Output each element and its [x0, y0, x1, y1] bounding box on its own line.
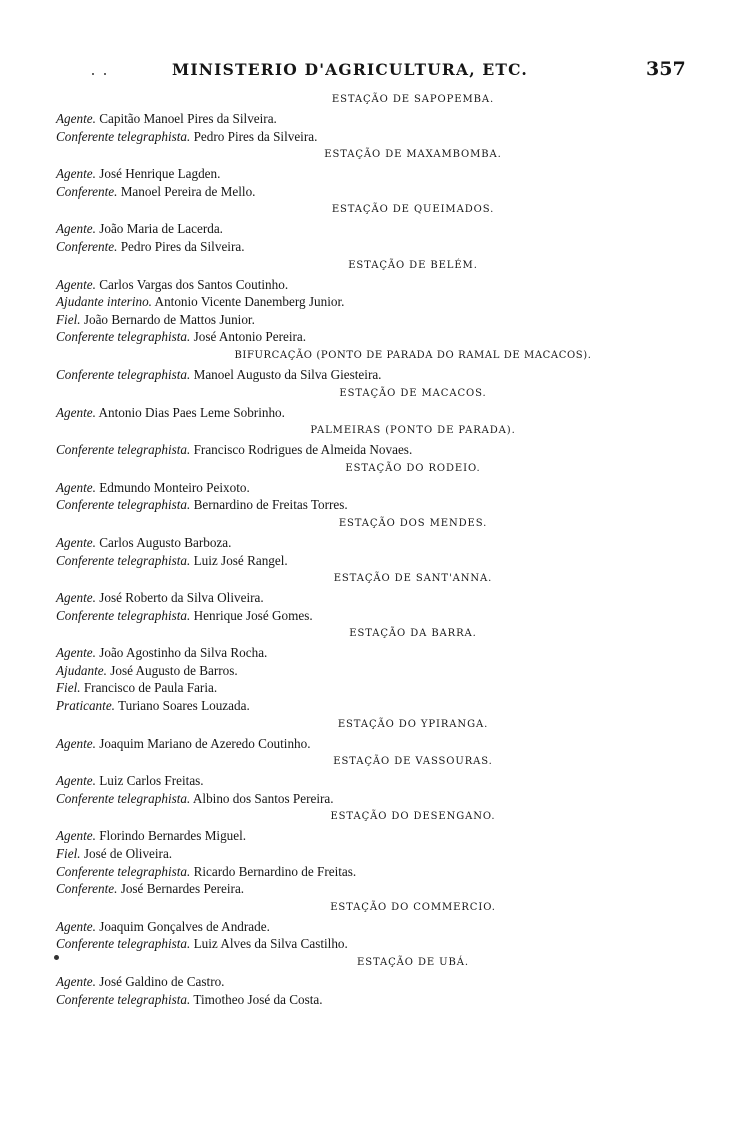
staff-role: Agente.: [56, 735, 96, 751]
staff-entry: [0, 238, 746, 256]
station-heading: ESTAÇÃO DE SAPOPEMBA.: [331, 94, 495, 105]
station-heading: ESTAÇÃO DO RODEIO.: [345, 462, 481, 474]
staff-entry: [0, 880, 746, 898]
staff-role: Ajudante.: [56, 662, 107, 678]
staff-entry: [0, 935, 746, 953]
staff-entry: [0, 293, 746, 311]
staff-entry: [0, 311, 746, 329]
staff-role: Fiel.: [56, 680, 81, 696]
staff-entry: [0, 589, 746, 607]
station-heading: ESTAÇÃO DE UBÁ.: [357, 957, 469, 968]
staff-role: Conferente telegraphista.: [56, 863, 191, 879]
staff-entry: [0, 220, 746, 238]
staff-name: Francisco Rodrigues de Almeida Novaes.: [193, 442, 413, 458]
staff-entry: [0, 644, 746, 662]
staff-role: Agente.: [56, 479, 96, 495]
station-heading: ESTAÇÃO DE MACACOS.: [339, 387, 487, 399]
staff-entry: [0, 328, 746, 346]
staff-role: Conferente telegraphista.: [56, 442, 191, 458]
ink-speck: [92, 73, 94, 75]
station-heading: ESTAÇÃO DOS MENDES.: [338, 517, 488, 529]
staff-name: Henrique José Gomes.: [193, 607, 313, 623]
staff-name: Ricardo Bernardino de Freitas.: [193, 863, 357, 879]
staff-entry: [0, 863, 746, 881]
staff-name: Manoel Pereira de Mello.: [120, 183, 256, 199]
page-number: 357: [646, 58, 686, 80]
station-heading: BIFURCAÇÃO (PONTO DE PARADA DO RAMAL DE MACACOS).: [234, 349, 592, 361]
staff-role: Conferente.: [56, 238, 118, 254]
staff-name: Antonio Vicente Danemberg Junior.: [154, 294, 345, 310]
staff-name: Timotheo José da Costa.: [193, 991, 323, 1007]
staff-name: Pedro Pires da Silveira.: [193, 128, 318, 144]
staff-name: João Agostinho da Silva Rocha.: [99, 645, 268, 661]
staff-name: Edmundo Monteiro Peixoto.: [99, 479, 250, 495]
staff-name: José Bernardes Pereira.: [120, 881, 245, 897]
staff-name: Bernardino de Freitas Torres.: [193, 497, 348, 513]
staff-role: Conferente telegraphista.: [56, 991, 191, 1007]
staff-name: Manoel Augusto da Silva Giesteira.: [193, 366, 382, 382]
station-heading: ESTAÇÃO DE MAXAMBOMBA.: [324, 149, 502, 161]
staff-role: Conferente telegraphista.: [56, 936, 191, 952]
staff-name: Albino dos Santos Pereira.: [192, 790, 334, 806]
staff-role: Agente.: [56, 974, 96, 989]
staff-name: José Galdino de Castro.: [99, 974, 225, 989]
staff-name: Turiano Soares Louzada.: [118, 698, 250, 714]
staff-entry: [0, 366, 746, 384]
staff-entry: [0, 496, 746, 514]
staff-name: José Roberto da Silva Oliveira.: [99, 590, 264, 606]
staff-name: João Maria de Lacerda.: [99, 221, 223, 237]
staff-role: Agente.: [56, 645, 96, 661]
staff-name: Antonio Dias Paes Leme Sobrinho.: [98, 404, 285, 420]
staff-entry: [0, 697, 746, 715]
staff-name: Joaquim Gonçalves de Andrade.: [99, 918, 270, 934]
station-heading: ESTAÇÃO DO YPIRANGA.: [337, 718, 489, 730]
station-heading: PALMEIRAS (PONTO DE PARADA).: [310, 425, 516, 437]
staff-role: Agente.: [56, 534, 96, 550]
staff-name: Luiz Alves da Silva Castilho.: [193, 936, 348, 952]
staff-role: Agente.: [56, 111, 96, 126]
staff-role: Agente.: [56, 404, 96, 420]
ink-speck: [104, 73, 106, 75]
staff-entry: [0, 441, 746, 459]
staff-name: Francisco de Paula Faria.: [83, 680, 218, 696]
staff-entry: [0, 128, 746, 146]
staff-entry: [0, 479, 746, 497]
staff-role: Praticante.: [56, 698, 115, 714]
station-heading: ESTAÇÃO DO COMMERCIO.: [330, 901, 496, 913]
staff-role: Fiel.: [56, 846, 81, 862]
staff-name: José de Oliveira.: [83, 846, 173, 862]
station-heading: ESTAÇÃO DO DESENGANO.: [330, 811, 496, 823]
staff-name: Carlos Augusto Barboza.: [99, 534, 232, 550]
staff-entry: [0, 991, 746, 1009]
staff-name: Capitão Manoel Pires da Silveira.: [99, 111, 277, 126]
station-listing: [0, 90, 746, 1008]
staff-role: Conferente.: [56, 183, 118, 199]
ink-speck: [54, 955, 59, 960]
staff-entry: [0, 607, 746, 625]
staff-name: Luiz Carlos Freitas.: [99, 773, 204, 789]
staff-entry: [0, 552, 746, 570]
staff-entry: [0, 183, 746, 201]
staff-entry: [0, 973, 746, 991]
staff-role: Agente.: [56, 166, 96, 182]
staff-entry: [0, 772, 746, 790]
staff-role: Conferente telegraphista.: [56, 329, 191, 345]
staff-entry: [0, 918, 746, 936]
staff-entry: [0, 845, 746, 863]
staff-entry: [0, 662, 746, 680]
staff-role: Agente.: [56, 773, 96, 789]
staff-role: Agente.: [56, 828, 96, 844]
running-head: MINISTERIO D'AGRICULTURA, ETC.: [172, 60, 529, 79]
staff-entry: [0, 679, 746, 697]
staff-entry: [0, 534, 746, 552]
staff-role: Agente.: [56, 918, 96, 934]
staff-entry: [0, 165, 746, 183]
staff-role: Ajudante interino.: [56, 294, 152, 310]
staff-role: Conferente telegraphista.: [56, 497, 191, 513]
staff-role: Conferente.: [56, 881, 118, 897]
staff-name: José Henrique Lagden.: [99, 166, 221, 182]
staff-entry: [0, 735, 746, 753]
staff-name: João Bernardo de Mattos Junior.: [83, 311, 255, 327]
staff-entry: [0, 276, 746, 294]
staff-name: Florindo Bernardes Miguel.: [99, 828, 247, 844]
station-heading: ESTAÇÃO DE SANT'ANNA.: [333, 573, 493, 585]
staff-role: Agente.: [56, 221, 96, 237]
staff-name: José Antonio Pereira.: [193, 329, 307, 345]
station-heading: ESTAÇÃO DE VASSOURAS.: [333, 756, 493, 768]
staff-name: José Augusto de Barros.: [110, 662, 238, 678]
station-heading: ESTAÇÃO DE BELÉM.: [348, 259, 478, 271]
staff-role: Fiel.: [56, 311, 81, 327]
staff-entry: [0, 790, 746, 808]
station-heading: ESTAÇÃO DA BARRA.: [349, 628, 477, 640]
staff-role: Conferente telegraphista.: [56, 552, 191, 568]
staff-entry: [0, 404, 746, 422]
staff-name: Luiz José Rangel.: [193, 552, 288, 568]
staff-role: Conferente telegraphista.: [56, 128, 191, 144]
staff-role: Conferente telegraphista.: [56, 607, 191, 623]
staff-name: Carlos Vargas dos Santos Coutinho.: [99, 276, 289, 292]
staff-entry: [0, 827, 746, 845]
staff-role: Conferente telegraphista.: [56, 790, 191, 806]
staff-role: Agente.: [56, 276, 96, 292]
station-heading: ESTAÇÃO DE QUEIMADOS.: [331, 204, 495, 216]
staff-name: Pedro Pires da Silveira.: [120, 238, 245, 254]
staff-role: Agente.: [56, 590, 96, 606]
staff-entry: [0, 110, 746, 128]
staff-role: Conferente telegraphista.: [56, 366, 191, 382]
staff-name: Joaquim Mariano de Azeredo Coutinho.: [99, 735, 311, 751]
